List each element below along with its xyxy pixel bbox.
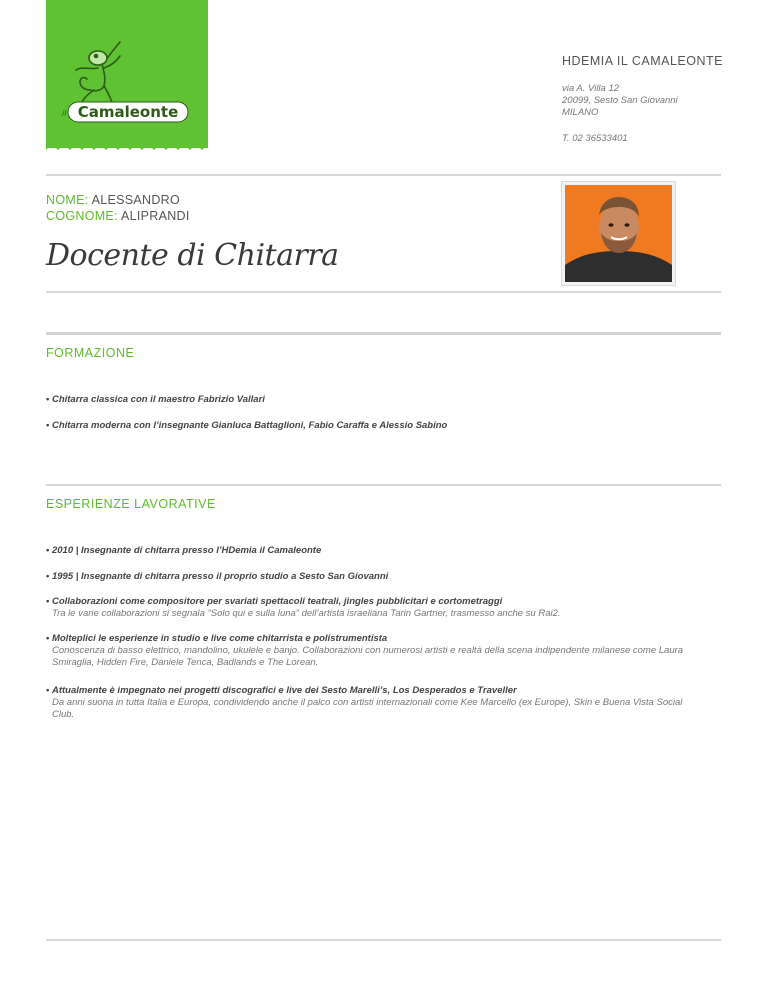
list-item-description: Da anni suona in tutta Italia e Europa, condividendo anche il palco con artisti internazionali come Kee Marcello (ex Europe), Skin e Buena Vista Social Club. — [52, 697, 683, 720]
logo-prefix-text: il — [62, 109, 67, 118]
surname-row — [46, 209, 190, 223]
profile-photo-frame — [561, 181, 676, 286]
section-title-formazione: FORMAZIONE — [46, 346, 135, 360]
list-item-description: Tra le varie collaborazioni si segnala “Solo qui e sulla luna” dell’artista israeliana Tarin Gartner, trasmesso anche su Rai2. — [52, 608, 561, 619]
profile-photo — [565, 185, 672, 282]
list-item: • Collaborazioni come compositore per svariati spettacoli teatrali, jingles pubblicitari e cortometraggi Tra le varie collaborazioni si segnala “Solo qui e sulla luna” dell’artista israeliana Tarin Gartner, trasmesso anche su Rai2. — [46, 596, 686, 620]
name-label: NOME: — [46, 193, 89, 207]
name-value: ALESSANDRO — [91, 193, 181, 207]
surname-label: COGNOME: — [46, 209, 118, 223]
name-row — [46, 193, 180, 207]
divider-profile — [46, 291, 721, 293]
list-item-text: Attualmente è impegnato nei progetti discografici e live dei Sesto Marelli’s, Los Desperados e Traveller — [51, 685, 517, 696]
list-item-text: Chitarra classica con il maestro Fabrizio Vallari — [51, 394, 265, 405]
ribbon-zigzag-edge — [46, 138, 208, 152]
surname-value: ALIPRANDI — [120, 209, 190, 223]
list-item-text: Collaborazioni come compositore per svariati spettacoli teatrali, jingles pubblicitari e cortometraggi — [51, 596, 503, 607]
list-item-text: Molteplici le esperienze in studio e live come chitarrista e polistrumentista — [51, 633, 388, 644]
logo-wordmark: Camaleonte — [77, 103, 179, 121]
phone-number: T. 02 36533401 — [562, 133, 628, 144]
portrait-icon — [565, 185, 672, 282]
divider-esperienze — [46, 484, 721, 486]
list-item: • 2010 | Insegnante di chitarra presso l’HDemia il Camaleonte — [46, 545, 322, 556]
chameleon-logo-icon — [60, 40, 190, 125]
list-item-text: Chitarra moderna con l’insegnante Gianluca Battaglioni, Fabio Caraffa e Alessio Sabino — [51, 420, 448, 431]
list-item-description: Conoscenza di basso elettrico, mandolino, ukulele e banjo. Collaborazioni con numerosi artisti e realtà della scena indipendente milanese come Laura Smiraglia, Hidden Fire, Daniele Tenca, Badlands e The Lorean. — [52, 645, 684, 668]
divider-bottom — [46, 939, 721, 941]
list-item-text: 2010 | Insegnante di chitarra presso l’HDemia il Camaleonte — [51, 545, 322, 556]
divider-section-start — [46, 332, 721, 335]
list-item: • Chitarra moderna con l’insegnante Gianluca Battaglioni, Fabio Caraffa e Alessio Sabino — [46, 420, 448, 431]
address-line-1: via A. Villa 12 — [562, 83, 620, 94]
org-name: HDEMIA IL CAMALEONTE — [562, 54, 723, 68]
address-line-3: MILANO — [562, 107, 599, 118]
list-item: • 1995 | Insegnante di chitarra presso il proprio studio a Sesto San Giovanni — [46, 571, 389, 582]
list-item: • Chitarra classica con il maestro Fabrizio Vallari — [46, 394, 265, 405]
role-title: Docente di Chitarra — [46, 238, 339, 273]
list-item-text: 1995 | Insegnante di chitarra presso il proprio studio a Sesto San Giovanni — [51, 571, 389, 582]
list-item: • Attualmente è impegnato nei progetti discografici e live dei Sesto Marelli’s, Los Desperados e Traveller Da anni suona in tutta Italia e Europa, condividendo anche il palco con artisti internazionali come Kee Marcello (ex Europe), Skin e Buena Vista Social Club. — [46, 685, 686, 721]
list-item: • Molteplici le esperienze in studio e live come chitarrista e polistrumentista Conoscenza di basso elettrico, mandolino, ukulele e banjo. Collaborazioni con numerosi artisti e realtà della scena indipendente milanese come Laura Smiraglia, Hidden Fire, Daniele Tenca, Badlands e The Lorean. — [46, 633, 686, 669]
section-title-esperienze: ESPERIENZE LAVORATIVE — [46, 497, 216, 511]
address-line-2: 20099, Sesto San Giovanni — [562, 95, 678, 106]
divider-top — [46, 174, 721, 176]
